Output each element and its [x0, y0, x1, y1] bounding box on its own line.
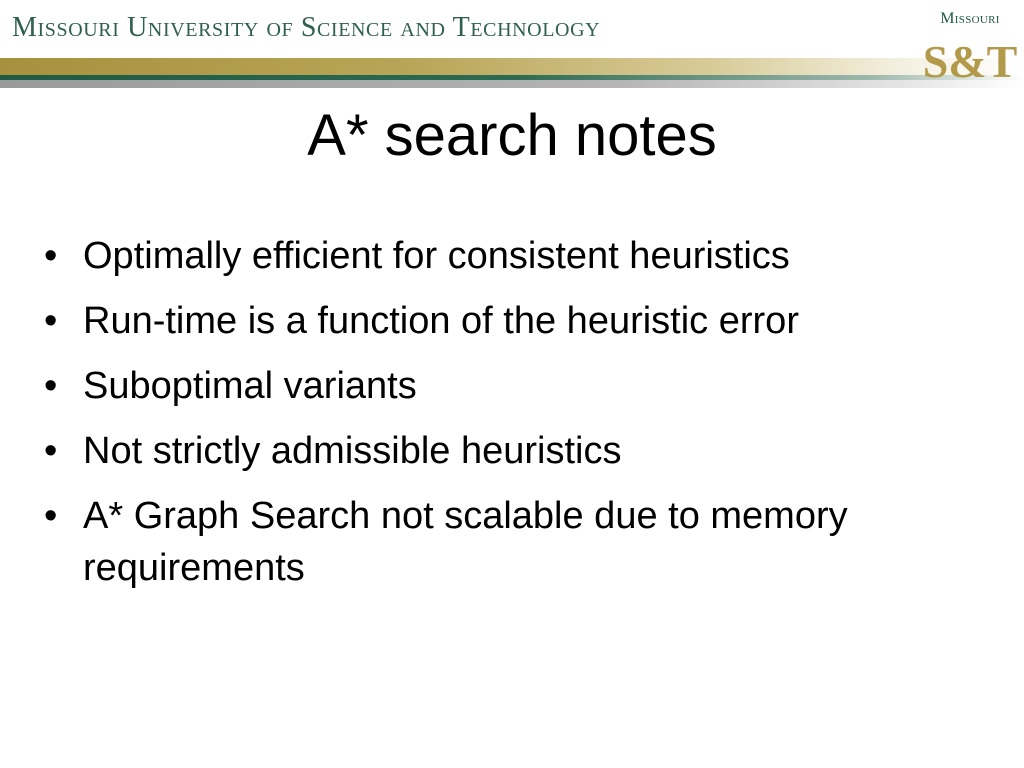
logo-monogram: S&T	[922, 36, 1018, 86]
bullet-marker: •	[44, 300, 58, 342]
bullet-item	[44, 295, 1004, 347]
bullet-text: A* Graph Search not scalable due to memory requirements	[83, 495, 848, 589]
bullet-text: Not strictly admissible heuristics	[83, 430, 622, 472]
bullet-marker: •	[44, 495, 58, 537]
bullet-text: Run-time is a function of the heuristic error	[83, 300, 799, 342]
bullet-text: Suboptimal variants	[83, 365, 417, 407]
bullet-text: Optimally efficient for consistent heuristics	[83, 235, 790, 277]
bullet-item	[44, 360, 1004, 412]
university-name: Missouri University of Science and Technology	[12, 12, 601, 43]
bullet-item	[44, 490, 1004, 594]
bullet-marker: •	[44, 235, 58, 277]
header-stripe-gray	[0, 80, 1024, 88]
university-logo	[920, 6, 1020, 86]
bullet-item	[44, 230, 1004, 282]
bullet-marker: •	[44, 430, 58, 472]
slide-title: A* search notes	[307, 103, 717, 168]
header-stripe-gold	[0, 58, 1024, 75]
logo-top-text: Missouri	[940, 10, 1000, 27]
bullet-item	[44, 425, 1004, 477]
bullet-list	[44, 230, 1004, 607]
bullet-marker: •	[44, 365, 58, 407]
